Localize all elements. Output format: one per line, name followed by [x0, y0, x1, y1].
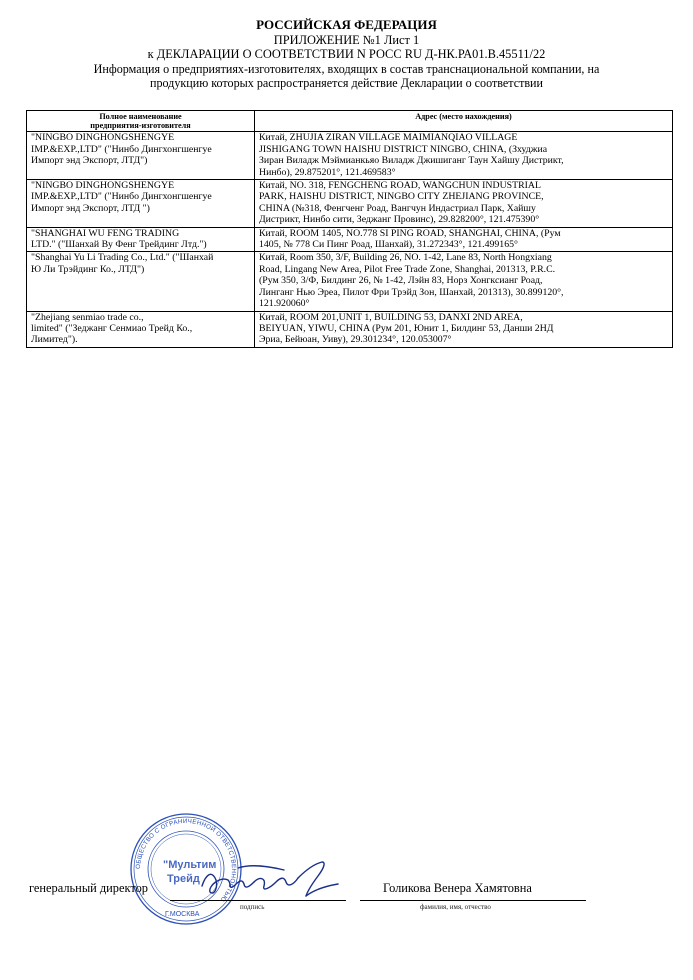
- appendix-line: ПРИЛОЖЕНИЕ №1 Лист 1: [273, 32, 420, 47]
- cell-line: "NINGBO DINGHONGSHENGYE: [31, 132, 175, 144]
- manufacturer-address-cell: [255, 311, 673, 347]
- cell-line: LTD." ("Шанхай Ву Фенг Трейдинг Лтд."): [31, 239, 207, 251]
- address-column-header: [255, 111, 673, 132]
- cell-line: "Shanghai Yu Li Trading Co., Ltd." ("Шанхай: [31, 252, 214, 264]
- manufacturer-address-cell: [255, 227, 673, 252]
- cell-line: Нинбо), 29.875201°, 121.469583°: [259, 166, 396, 178]
- cell-line: Road, Lingang New Area, Pilot Free Trade Zone, Shanghai, 201313, P.R.C.: [259, 263, 556, 275]
- address-header-text: Адрес (место нахождения): [415, 112, 512, 121]
- name-header-line-1: Полное наименование: [99, 112, 182, 121]
- manufacturer-name-cell: [27, 132, 255, 180]
- signature-line: [170, 900, 346, 901]
- cell-line: Зиран Виладж Мэймианкьяо Виладж Джишиганг Таун Хайшу Дистрикт,: [259, 155, 564, 167]
- stamp-center-line-1: "Мультим: [163, 859, 217, 871]
- stamp-city-text: Г.МОСКВА: [165, 911, 200, 918]
- cell-line: "Zhejiang senmiao trade co.,: [31, 311, 144, 323]
- table-row: [27, 252, 673, 311]
- manufacturer-name-cell: [27, 180, 255, 228]
- cell-line: CHINA (№318, Фенгченг Роад, Вангчун Индастриал Парк, Хайшу: [259, 202, 536, 214]
- cell-line: Ю Ли Трэйдинг Ко., ЛТД"): [31, 263, 145, 275]
- cell-line: Китай, ROOM 1405, NO.778 SI PING ROAD, SHANGHAI, CHINA, (Рум: [259, 227, 561, 239]
- cell-line: Дистрикт, Нинбо сити, Зеджанг Провинс), 29.828200°, 121.475390°: [259, 214, 540, 226]
- manufacturers-table: [26, 110, 673, 348]
- position-label: генеральный директор: [29, 881, 148, 895]
- manufacturer-address-cell: [255, 180, 673, 228]
- name-header-line-2: предприятия-изготовителя: [90, 121, 191, 131]
- manufacturer-address-cell: [255, 132, 673, 180]
- cell-line: Эриа, Бейюан, Уиву), 29.301234°, 120.053007°: [259, 334, 452, 346]
- cell-line: Лимитед").: [31, 334, 78, 346]
- cell-line: Импорт энд Экспорт, ЛТД"): [31, 155, 148, 167]
- cell-line: "NINGBO DINGHONGSHENGYE: [31, 180, 175, 192]
- table-row: [27, 180, 673, 228]
- cell-line: JISHIGANG TOWN HAISHU DISTRICT NINGBO, CHINA, (Зхуджиа: [259, 143, 548, 155]
- table-row: [27, 311, 673, 347]
- table-row: [27, 132, 673, 180]
- country-title: РОССИЙСКАЯ ФЕДЕРАЦИЯ: [256, 17, 437, 32]
- cell-line: Импорт энд Экспорт, ЛТД "): [31, 202, 150, 214]
- manufacturer-name-cell: [27, 252, 255, 311]
- cell-line: Линганг Нью Эреа, Пилот Фри Трэйд Зон, Шанхай, 201313), 30.899120°,: [259, 286, 564, 298]
- cell-line: (Рум 350, 3/Ф, Билдинг 26, № 1-42, Лэйн 83, Норз Хонгксианг Роад,: [259, 275, 543, 287]
- cell-line: Китай, ZHUJIA ZIRAN VILLAGE MAIMIANQIAO VILLAGE: [259, 132, 518, 144]
- info-line-2: продукцию которых распространяется действие Декларации о соответствии: [149, 76, 544, 91]
- table-header-row: [27, 111, 673, 132]
- stamp-ring-textpath: ОБЩЕСТВО С ОГРАНИЧЕННОЙ ОТВЕТСТВЕННОСТЬЮ: [134, 817, 238, 904]
- manufacturer-name-cell: [27, 227, 255, 252]
- document-header: [20, 18, 673, 91]
- signature-caption: подпись: [240, 903, 265, 911]
- manufacturer-name-cell: [27, 311, 255, 347]
- cell-line: PARK, HAISHU DISTRICT, NINGBO CITY ZHEJIANG PROVINCE,: [259, 191, 544, 203]
- manufacturer-address-cell: [255, 252, 673, 311]
- cell-line: Китай, Room 350, 3/F, Building 26, NO. 1-42, Lane 83, North Hongxiang: [259, 252, 552, 264]
- name-column-header: [27, 111, 255, 132]
- cell-line: 1405, № 778 Си Пинг Роад, Шанхай), 31.272343°, 121.499165°: [259, 239, 518, 251]
- cell-line: IMP.&EXP.,LTD" ("Нинбо Дингхонгшенгye: [31, 143, 212, 155]
- cell-line: Китай, ROOM 201,UNIT 1, BUILDING 53, DANXI 2ND AREA,: [259, 311, 523, 323]
- cell-line: IMP.&EXP.,LTD" ("Нинбо Дингхонгшенгye: [31, 191, 212, 203]
- table-row: [27, 227, 673, 252]
- cell-line: limited" ("Зеджанг Сенмиао Трейд Ко.,: [31, 322, 193, 334]
- cell-line: 121.920060°: [259, 298, 310, 310]
- name-line: [360, 900, 586, 901]
- signer-full-name: Голикова Венера Хамятовна: [383, 881, 532, 895]
- info-line-1: Информация о предприятиях-изготовителях, входящих в состав транснациональной компании, на: [93, 61, 600, 76]
- cell-line: "SHANGHAI WU FENG TRADING: [31, 227, 180, 239]
- cell-line: BEIYUAN, YIWU, CHINA (Рум 201, Юнит 1, Билдинг 53, Данши 2НД: [259, 322, 554, 334]
- signature-block: [0, 878, 693, 918]
- declaration-line: к ДЕКЛАРАЦИИ О СООТВЕТСТВИИ N РОСС RU Д-НК.РА01.В.45511/22: [147, 47, 546, 62]
- cell-line: Китай, NO. 318, FENGCHENG ROAD, WANGCHUN INDUSTRIAL: [259, 180, 541, 192]
- name-caption: фамилия, имя, отчество: [420, 903, 491, 911]
- stamp-center-line-2: Трейд: [167, 873, 200, 885]
